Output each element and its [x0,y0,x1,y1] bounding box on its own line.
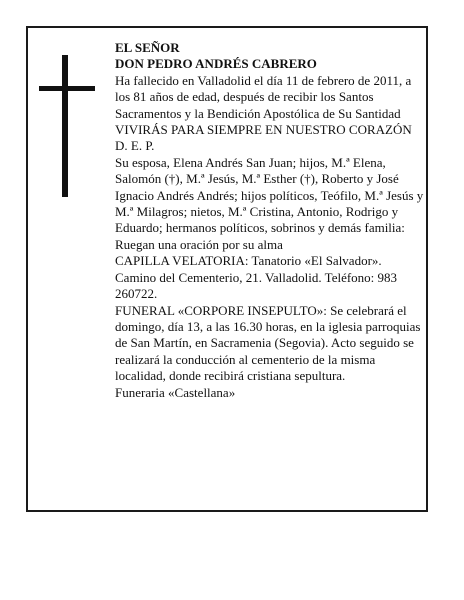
funeral-home: Funeraria «Castellana» [115,384,236,400]
obituary-text [115,40,425,401]
funeral-info: FUNERAL «CORPORE INSEPULTO»: Se celebrará el domingo, día 13, a las 16.30 horas, en la iglesia parroquias de San Martín, en Sacramenia (Segovia). Acto seguido se realizará la conducción al cementerio de la misma localidad, donde recibirá cristiana sepultura. [115,302,421,384]
chapel-info: CAPILLA VELATORIA: Tanatorio «El Salvador». Camino del Cementerio, 21. Valladolid. Teléfono: 983 260722. [115,253,398,302]
notice-title: EL SEÑOR [115,40,180,55]
prayer-request: Ruegan una oración por su alma [115,236,283,252]
family-list: Su esposa, Elena Andrés San Juan; hijos, M.ª Elena, Salomón (†), M.ª Jesús, M.ª Esther (†), Roberto y José Ignacio Andrés Andrés; hijos políticos, Teófilo, M.ª Jesús y M.ª Milagros; nietos, M.ª Cristina, Antonio, Rodrigo y Eduardo; hermanos políticos, sobrinos y demás familia: [115,154,424,236]
death-info: Ha fallecido en Valladolid el día 11 de febrero de 2011, a los 81 años de edad, después de recibir los Santos Sacramentos y la Bendición Apostólica de Su Santidad [115,72,412,121]
motto: VIVIRÁS PARA SIEMPRE EN NUESTRO CORAZÓN [115,122,412,138]
cross-icon-crossbar [39,86,95,91]
deceased-name: DON PEDRO ANDRÉS CABRERO [115,56,317,72]
dep: D. E. P. [115,138,155,154]
cross-icon [62,55,68,197]
